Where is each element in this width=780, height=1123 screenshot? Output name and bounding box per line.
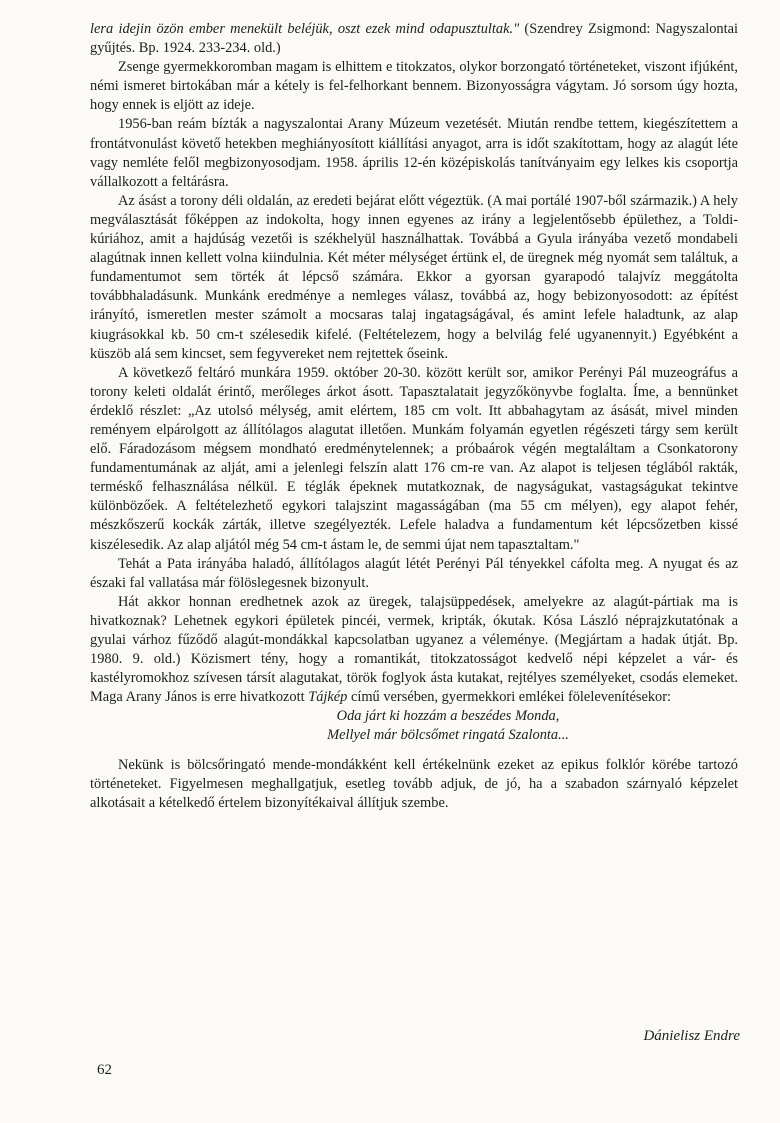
closing-paragraph: Nekünk is bölcsőringató mende-mondákként kell értékelnünk ezeket az epikus folklór körébe tartozó történeteket. Figyelmesen meghallgatjuk, esetleg tovább adjuk, de jó, ha a szabadon szárnyaló képzelet alkotásait a kételkedő értelem bizonyítékaival állítjuk szembe. xyxy=(90,756,738,811)
article-body xyxy=(90,20,738,813)
paragraph-with-title xyxy=(90,593,738,708)
quote-citation: (Szendrey Zsigmond: Nagyszalontai gyűjtés. Bp. 1924. 233-234. old.) xyxy=(90,21,738,57)
paragraph-text: Hát akkor honnan eredhetnek azok az üregek, talajsüppedések, amelyekre az alagút-pártiak ma is hivatkoznak? Lehetnek egykori épületek pincéi, vermek, kripták, ókutak. Kósa László néprajzkutatónak a gyulai várhoz fűződő alagút-mondákkal kapcsolatban ugyanez a véleménye. (Megjártam a hadak útját. Bp. 1980. 9. old.) Közismert tény, hogy a romantikát, titokzatosságot kedvelő népi képzelet a vár- és kastélyromokhoz szívesen társít alagutakat, török foglyok ásta kutakat, rejtélyes személyeket, csodás elemeket. Maga Arany János is erre hivatkozott xyxy=(90,593,738,706)
poem-line: Oda járt ki hozzám a beszédes Monda, xyxy=(336,708,560,725)
paragraph: 1956-ban reám bízták a nagyszalontai Arany Múzeum vezetését. Miután rendbe tettem, kiegészítettem a frontátvonulást követő hetekben meghiányosított kiállítási anyagot, arra is időt szakítottam, hogy az alagút léte vagy nemléte felől megbizonyosodjam. 1958. április 12-én középiskolás tanítványaim egy lelkes kis csoportja vállalkozott a feltárásra. xyxy=(90,116,738,190)
poem-line: Mellyel már bölcsőmet ringatá Szalonta... xyxy=(327,727,569,744)
paragraph-text: című versében, gyermekkori emlékei fölelevenítésekor: xyxy=(347,689,672,706)
paragraph: Az ásást a torony déli oldalán, az eredeti bejárat előtt végeztük. (A mai portálé 1907-ből származik.) A hely megválasztását főképpen az indokolta, hogy innen egyenes az irány a legjelentősebb épülethez, a Toldi-kúriához, amit a hajdúság vezetői is székhelyül használhattak. Továbbá a Gyula irányába vezető mondabeli alagútnak innen kellett volna kiindulnia. Két méter mélységet értünk el, de üregnek még nyomát sem találtuk, a fundamentumot sem törték át lépcső számára. Ekkor a gyorsan gyarapodó talajvíz meggátolta továbbhaladásunk. Munkánk eredménye a nemleges válasz, továbbá az, hogy bebizonyosodott: az építést irányító, ismeretlen mester számolt a mocsaras talaj ingatagságával, és amint lefele haladtunk, az alap kiugrásokkal kb. 50 cm-t szélesedik kifelé. (Feltételezem, hogy a belvilág felé ugyanennyit.) Egyébként a küszöb alá sem kincset, sem fegyvereket nem rejtettek őseink. xyxy=(90,192,738,362)
quote-italic: lera idejin özön ember menekült beléjük, oszt ezek mind odapusztultak." xyxy=(90,21,520,37)
poem-title: Tájkép xyxy=(308,689,348,706)
spacer xyxy=(90,746,738,756)
paragraph-quote-end xyxy=(90,20,738,58)
author-signature: Dánielisz Endre xyxy=(643,1028,740,1044)
page-number: 62 xyxy=(97,1062,112,1078)
paragraph: Zsenge gyermekkoromban magam is elhittem e titokzatos, olykor borzongató történeteket, viszont ifjúként, némi ismeret birtokában már a kétely is fel-felhorkant bennem. Bizonyosságra vágytam. Jó sorsom úgy hozta, hogy ennek is eljött az ideje. xyxy=(90,59,738,114)
paragraph: Tehát a Pata irányába haladó, állítólagos alagút létét Perényi Pál tényekkel cáfolta meg. A nyugat és az északi fal vallatása már fölöslegesnek bizonyult. xyxy=(90,555,738,591)
paragraph: A következő feltáró munkára 1959. október 20-30. között került sor, amikor Perényi Pál muzeográfus a torony keleti oldalát érintő, merőleges árkot ásott. Tapasztalatait jegyzőkönyvbe foglalta. Íme, a bennünket érdeklő részlet: „Az utolsó mélység, amit elértem, 185 cm volt. Itt abbahagytam az ásását, mivel minden reményem elpárolgott az állítólagos alagutat illetően. Munkám folyamán egyetlen régészeti tárgy sem került elő. Fáradozásom mégsem mondható eredménytelennek; a próbaárok végén megtaláltam a Csonkatorony fundamentumának az alját, ami a jelenlegi felszín alatt 176 cm-re van. Az alapot is teljesen téglából rakták, terméskő felhasználása nélkül. E téglák épeknek mutatkoznak, de nagyságukat, vastagságukat tekintve különbözőek. A feltételezhető egykori talajszint magasságában (ma 55 cm mélyen), egy alapot fehér, mészkőszerű kockák zárták, illetve szegélyezték. Lefele haladva a fundamentum két lépcsőzetben kissé kiszélesedik. Az alap aljától még 54 cm-t ástam le, de semmi újat nem tapasztaltam." xyxy=(90,364,738,553)
